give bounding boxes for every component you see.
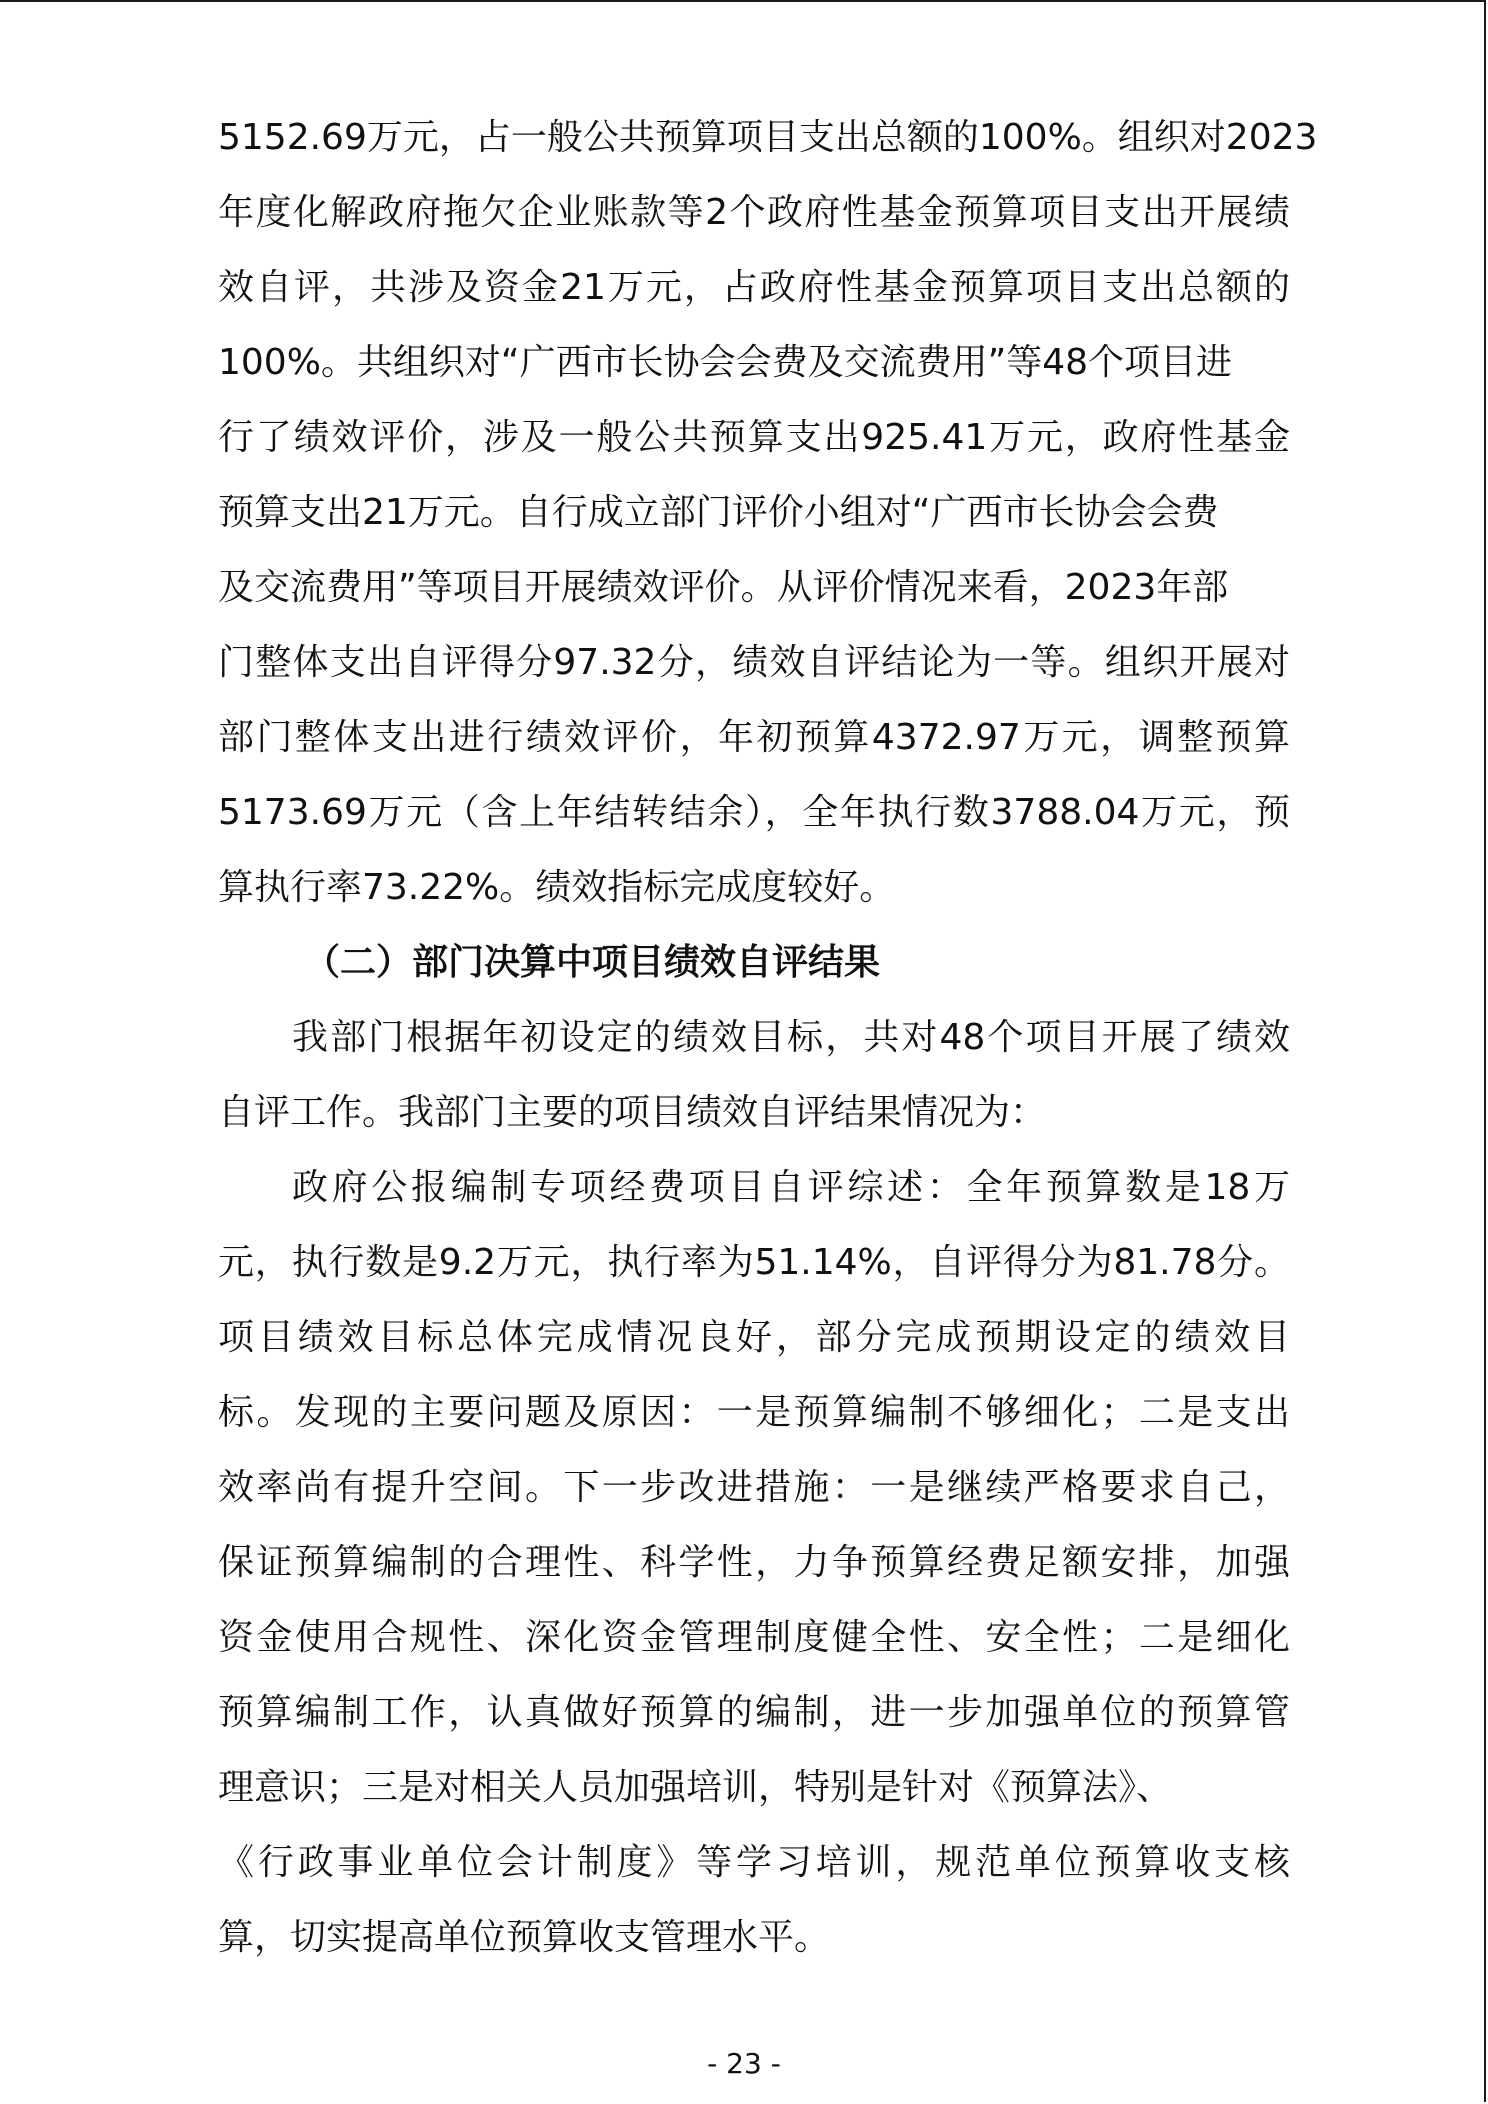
- document-body: [218, 100, 1318, 1975]
- text-line: 保证预算编制的合理性、科学性，力争预算经费足额安排，加强: [218, 1542, 1290, 1583]
- section-heading: （二）部门决算中项目绩效自评结果: [304, 942, 881, 983]
- text-line: 5173.69万元（含上年结转结余），全年执行数3788.04万元，预: [218, 792, 1290, 833]
- page-number: - 23 -: [707, 2047, 781, 2080]
- text-line: 理意识；三是对相关人员加强培训，特别是针对《预算法》、: [218, 1767, 1173, 1808]
- paragraph-3: [218, 1150, 1290, 1975]
- text-line: 算执行率73.22%。绩效指标完成度较好。: [218, 867, 896, 908]
- text-line: 部门整体支出进行绩效评价，年初预算4372.97万元，调整预算: [218, 717, 1290, 758]
- text-line: 自评工作。我部门主要的项目绩效自评结果情况为：: [218, 1092, 1047, 1133]
- text-line: 效自评，共涉及资金21万元，占政府性基金预算项目支出总额的: [218, 267, 1290, 308]
- text-line: 标。发现的主要问题及原因：一是预算编制不够细化；二是支出: [218, 1392, 1290, 1433]
- text-line: 年度化解政府拖欠企业账款等2个政府性基金预算项目支出开展绩: [218, 192, 1290, 233]
- text-line: 100%。共组织对“广西市长协会会费及交流费用”等48个项目进: [218, 342, 1233, 383]
- text-line: 资金使用合规性、深化资金管理制度健全性、安全性；二是细化: [218, 1617, 1290, 1658]
- text-line: 《行政事业单位会计制度》等学习培训，规范单位预算收支核: [218, 1842, 1290, 1883]
- paragraph-1: [218, 100, 1318, 925]
- text-line: 门整体支出自评得分97.32分，绩效自评结论为一等。组织开展对: [218, 642, 1290, 683]
- text-line: 5152.69万元，占一般公共预算项目支出总额的100%。组织对2023: [218, 117, 1318, 158]
- text-line: 元，执行数是9.2万元，执行率为51.14%，自评得分为81.78分。: [218, 1242, 1290, 1283]
- text-line: 算，切实提高单位预算收支管理水平。: [218, 1917, 831, 1958]
- text-line: 及交流费用”等项目开展绩效评价。从评价情况来看，2023年部: [218, 567, 1229, 608]
- text-line: 预算支出21万元。自行成立部门评价小组对“广西市长协会会费: [218, 492, 1219, 533]
- text-line: 政府公报编制专项经费项目自评综述：全年预算数是18万: [292, 1167, 1290, 1208]
- text-line: 我部门根据年初设定的绩效目标，共对48个项目开展了绩效: [292, 1017, 1290, 1058]
- text-line: 效率尚有提升空间。下一步改进措施：一是继续严格要求自己，: [218, 1467, 1290, 1508]
- paragraph-2: [218, 1000, 1290, 1150]
- text-line: 项目绩效目标总体完成情况良好，部分完成预期设定的绩效目: [218, 1317, 1290, 1358]
- text-line: 预算编制工作，认真做好预算的编制，进一步加强单位的预算管: [218, 1692, 1290, 1733]
- text-line: 行了绩效评价，涉及一般公共预算支出925.41万元，政府性基金: [218, 417, 1290, 458]
